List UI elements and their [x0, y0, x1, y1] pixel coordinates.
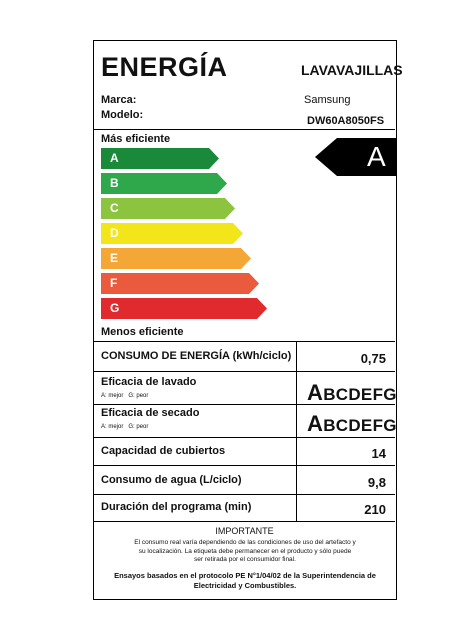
washing-efficiency-label: Eficacia de lavado [101, 376, 197, 388]
efficiency-class-g-bar [101, 298, 267, 319]
efficiency-class-letter: E [110, 251, 119, 265]
divider [94, 437, 395, 438]
energy-consumption-value: 0,75 [360, 351, 386, 366]
efficiency-class-b-bar [101, 173, 227, 194]
drying-efficiency-scale: ABCDEFG [307, 411, 397, 436]
efficiency-class-letter: A [110, 151, 119, 165]
efficiency-class-d-bar [101, 223, 243, 244]
most-efficient-label: Más eficiente [101, 133, 171, 145]
divider [94, 371, 395, 372]
efficiency-class-a-bar [101, 148, 219, 169]
water-consumption-label: Consumo de agua (L/ciclo) [101, 474, 242, 486]
drying-efficiency-label: Eficacia de secado [101, 407, 200, 419]
brand-label: Marca: [101, 94, 137, 106]
water-consumption-value: 9,8 [367, 475, 386, 490]
rating-letter: A [367, 141, 386, 172]
efficiency-class-letter: G [110, 301, 120, 315]
efficiency-class-letter: B [110, 176, 119, 190]
column-divider [296, 341, 297, 521]
energy-label [93, 40, 403, 600]
rating-arrow [315, 138, 397, 181]
divider [94, 341, 395, 342]
efficiency-class-letter: F [110, 276, 118, 290]
program-duration-label: Duración del programa (min) [101, 501, 252, 513]
label-title: ENERGÍA [101, 52, 228, 82]
notice-text: El consumo real varía dependiendo de las condiciones de uso del artefacto y su localización. La etiqueta debe permanecer en el producto y sólo puede ser retirada por el consumidor final. [134, 539, 356, 563]
capacity-label: Capacidad de cubiertos [101, 445, 226, 457]
divider [94, 521, 395, 522]
capacity-value: 14 [371, 446, 386, 461]
least-efficient-label: Menos eficiente [101, 326, 184, 338]
efficiency-class-e-bar [101, 248, 251, 269]
drying-scale-note: A: mejor G: peor [101, 424, 149, 430]
appliance-category: LAVAVAJILLAS [301, 62, 403, 78]
washing-efficiency-scale: ABCDEFG [307, 380, 397, 405]
notice-protocol: Ensayos basados en el protocolo PE N°1/04/02 de la Superintendencia de Electricidad y Combustibles. [114, 571, 376, 590]
efficiency-class-f-bar [101, 273, 259, 294]
efficiency-class-letter: C [110, 201, 119, 215]
model-label: Modelo: [101, 109, 144, 121]
program-duration-value: 210 [364, 502, 386, 517]
brand-value: Samsung [304, 94, 351, 106]
notice-title: IMPORTANTE [215, 526, 274, 536]
divider [94, 465, 395, 466]
divider [94, 404, 395, 405]
model-value: DW60A8050FS [307, 115, 385, 127]
efficiency-class-c-bar [101, 198, 235, 219]
divider [94, 129, 395, 130]
divider [94, 494, 395, 495]
energy-consumption-label: CONSUMO DE ENERGÍA (kWh/ciclo) [101, 350, 292, 362]
efficiency-class-letter: D [110, 226, 119, 240]
washing-scale-note: A: mejor G: peor [101, 393, 149, 399]
